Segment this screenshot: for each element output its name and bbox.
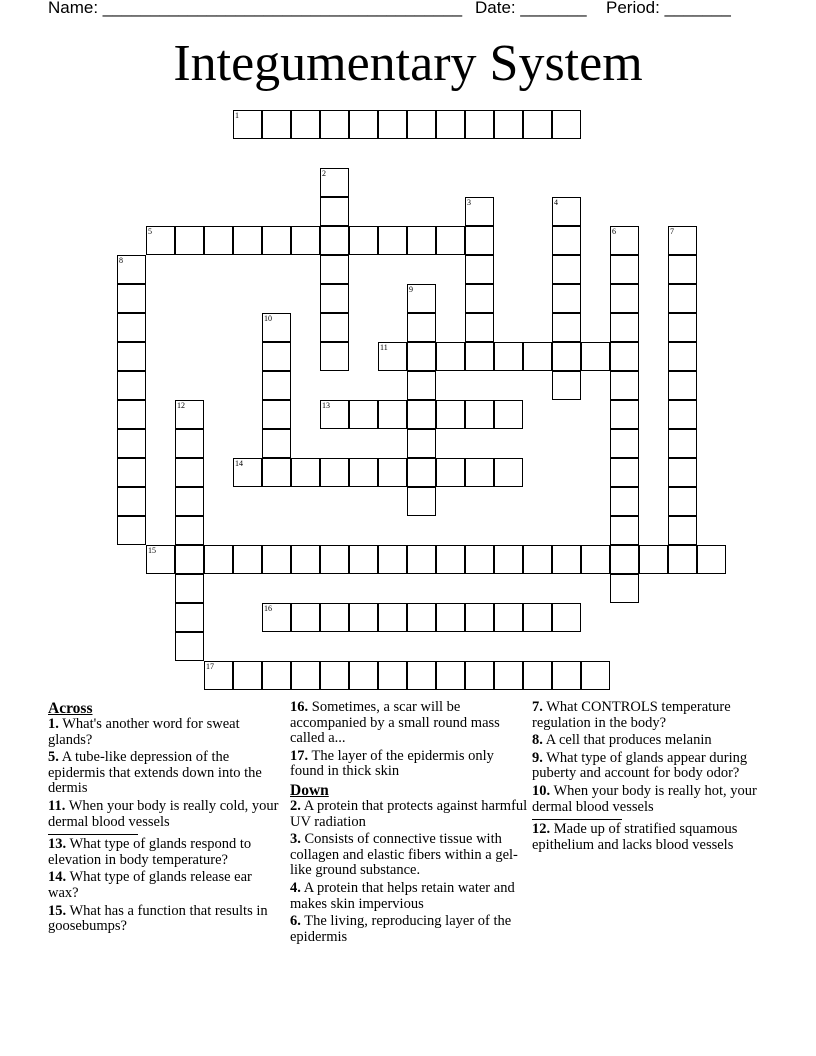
crossword-cell[interactable]: [320, 197, 349, 226]
crossword-cell[interactable]: [668, 545, 697, 574]
crossword-cell[interactable]: [407, 429, 436, 458]
clue-down-2: 2. A protein that protects against harmful UV radiation: [290, 797, 528, 830]
crossword-cell[interactable]: [465, 197, 494, 226]
crossword-cell[interactable]: [552, 110, 581, 139]
crossword-cell[interactable]: [494, 400, 523, 429]
crossword-cell[interactable]: [262, 226, 291, 255]
crossword-cell[interactable]: [610, 458, 639, 487]
crossword-cell[interactable]: [378, 545, 407, 574]
crossword-cell[interactable]: [436, 545, 465, 574]
crossword-cell[interactable]: [349, 458, 378, 487]
crossword-cell[interactable]: [262, 110, 291, 139]
crossword-cell[interactable]: [291, 226, 320, 255]
clue-column-2: [290, 700, 528, 947]
crossword-cell[interactable]: [378, 110, 407, 139]
crossword-cell[interactable]: [117, 371, 146, 400]
clue-down-3: 3. Consists of connective tissue with collagen and elastic fibers within a gel-like ground substance.: [290, 831, 518, 879]
crossword-cell[interactable]: [320, 603, 349, 632]
crossword-cell[interactable]: [494, 110, 523, 139]
crossword-cell[interactable]: [117, 313, 146, 342]
clue-number: 15: [148, 546, 156, 555]
crossword-cell[interactable]: [407, 487, 436, 516]
crossword-cell[interactable]: [465, 110, 494, 139]
crossword-cell[interactable]: [291, 545, 320, 574]
crossword-cell[interactable]: [465, 342, 494, 371]
crossword-cell[interactable]: [494, 545, 523, 574]
crossword-cell[interactable]: [262, 429, 291, 458]
crossword-cell[interactable]: [668, 487, 697, 516]
clue-across-14: 14. What type of glands release ear wax?: [48, 869, 252, 901]
clue-across-15: 15. What has a function that results in goosebumps?: [48, 902, 268, 935]
clue-number: 7: [670, 227, 674, 236]
crossword-cell[interactable]: [233, 110, 262, 139]
crossword-cell[interactable]: [291, 603, 320, 632]
crossword-cell[interactable]: [378, 400, 407, 429]
clue-down-8: 8. A cell that produces melanin: [532, 732, 712, 749]
crossword-cell[interactable]: [610, 255, 639, 284]
crossword-cell[interactable]: [465, 313, 494, 342]
crossword-cell[interactable]: [378, 661, 407, 690]
crossword-cell[interactable]: [204, 545, 233, 574]
crossword-cell[interactable]: [552, 342, 581, 371]
crossword-cell[interactable]: [204, 661, 233, 690]
name-field-label: Name: ______________________________________: [48, 0, 463, 17]
crossword-cell[interactable]: [552, 603, 581, 632]
crossword-cell[interactable]: [146, 226, 175, 255]
crossword-cell[interactable]: [494, 661, 523, 690]
crossword-cell[interactable]: [349, 661, 378, 690]
crossword-cell[interactable]: [320, 168, 349, 197]
crossword-cell[interactable]: [465, 458, 494, 487]
crossword-cell[interactable]: [349, 545, 378, 574]
crossword-cell[interactable]: [552, 371, 581, 400]
crossword-cell[interactable]: [407, 400, 436, 429]
clue-number: 1: [235, 111, 239, 120]
crossword-cell[interactable]: [175, 545, 204, 574]
crossword-cell[interactable]: [668, 342, 697, 371]
clue-number: 6: [612, 227, 616, 236]
crossword-cell[interactable]: [320, 110, 349, 139]
crossword-cell[interactable]: [610, 342, 639, 371]
crossword-cell[interactable]: [262, 371, 291, 400]
crossword-cell[interactable]: [465, 661, 494, 690]
crossword-cell[interactable]: [552, 284, 581, 313]
crossword-cell[interactable]: [146, 545, 175, 574]
crossword-cell[interactable]: [378, 603, 407, 632]
clue-down-12: 12. Made up of stratified squamous epithelium and lacks blood vessels: [532, 821, 738, 853]
crossword-cell[interactable]: [175, 400, 204, 429]
crossword-cell[interactable]: [639, 545, 668, 574]
crossword-cell[interactable]: [552, 661, 581, 690]
clue-number: 13: [322, 401, 330, 410]
clue-down-4: 4. A protein that helps retain water and makes skin impervious: [290, 879, 515, 912]
crossword-cell[interactable]: [233, 545, 262, 574]
crossword-cell[interactable]: [320, 255, 349, 284]
crossword-cell[interactable]: [697, 545, 726, 574]
crossword-cell[interactable]: [407, 342, 436, 371]
crossword-cell[interactable]: [233, 661, 262, 690]
crossword-cell[interactable]: [610, 371, 639, 400]
crossword-cell[interactable]: [349, 603, 378, 632]
crossword-cell[interactable]: [175, 574, 204, 603]
crossword-cell[interactable]: [407, 110, 436, 139]
clue-number: 11: [380, 343, 388, 352]
crossword-cell[interactable]: [349, 400, 378, 429]
crossword-cell[interactable]: [668, 400, 697, 429]
crossword-cell[interactable]: [494, 603, 523, 632]
clue-number: 17: [206, 662, 214, 671]
crossword-cell[interactable]: [610, 226, 639, 255]
crossword-cell[interactable]: [668, 255, 697, 284]
crossword-cell[interactable]: [523, 545, 552, 574]
crossword-cell[interactable]: [117, 400, 146, 429]
crossword-cell[interactable]: [262, 342, 291, 371]
clue-down-9: 9. What type of glands appear during puberty and account for body odor?: [532, 749, 748, 782]
crossword-cell[interactable]: [465, 545, 494, 574]
period-field-label: Period: _______: [606, 0, 731, 17]
crossword-cell[interactable]: [407, 284, 436, 313]
crossword-cell[interactable]: [552, 313, 581, 342]
crossword-cell[interactable]: [436, 110, 465, 139]
crossword-cell[interactable]: [349, 110, 378, 139]
clue-number: 8: [119, 256, 123, 265]
clue-number: 3: [467, 198, 471, 207]
crossword-cell[interactable]: [175, 632, 204, 661]
crossword-cell[interactable]: [668, 226, 697, 255]
crossword-cell[interactable]: [436, 226, 465, 255]
crossword-cell[interactable]: [668, 371, 697, 400]
crossword-cell[interactable]: [436, 458, 465, 487]
crossword-cell[interactable]: [465, 400, 494, 429]
crossword-cell[interactable]: [320, 400, 349, 429]
crossword-cell[interactable]: [668, 458, 697, 487]
crossword-cell[interactable]: [552, 545, 581, 574]
crossword-cell[interactable]: [291, 458, 320, 487]
crossword-cell[interactable]: [117, 429, 146, 458]
crossword-cell[interactable]: [320, 661, 349, 690]
clue-across-1: 1. What's another word for sweat glands?: [48, 716, 240, 748]
crossword-cell[interactable]: [117, 284, 146, 313]
crossword-cell[interactable]: [465, 255, 494, 284]
crossword-cell[interactable]: [117, 487, 146, 516]
across-heading: Across: [48, 700, 93, 717]
crossword-cell[interactable]: [378, 458, 407, 487]
crossword-cell[interactable]: [175, 458, 204, 487]
clue-number: 14: [235, 459, 243, 468]
crossword-cell[interactable]: [262, 400, 291, 429]
crossword-cell[interactable]: [436, 603, 465, 632]
crossword-cell[interactable]: [610, 487, 639, 516]
crossword-cell[interactable]: [378, 342, 407, 371]
clue-down-6: 6. The living, reproducing layer of the epidermis: [290, 913, 512, 945]
clue-column-1: [48, 700, 284, 937]
crossword-cell[interactable]: [320, 545, 349, 574]
crossword-cell[interactable]: [465, 284, 494, 313]
crossword-cell[interactable]: [262, 661, 291, 690]
crossword-cell[interactable]: [610, 545, 639, 574]
crossword-cell[interactable]: [349, 226, 378, 255]
clue-number: 2: [322, 169, 326, 178]
clue-number: 10: [264, 314, 272, 323]
crossword-cell[interactable]: [291, 661, 320, 690]
crossword-cell[interactable]: [523, 110, 552, 139]
crossword-cell[interactable]: [610, 429, 639, 458]
crossword-cell[interactable]: [175, 429, 204, 458]
crossword-cell[interactable]: [175, 603, 204, 632]
crossword-cell[interactable]: [117, 516, 146, 545]
crossword-cell[interactable]: [407, 226, 436, 255]
crossword-cell[interactable]: [233, 226, 262, 255]
crossword-cell[interactable]: [552, 255, 581, 284]
page-title: Integumentary System: [173, 35, 643, 92]
crossword-cell[interactable]: [320, 342, 349, 371]
crossword-cell[interactable]: [668, 313, 697, 342]
crossword-cell[interactable]: [407, 313, 436, 342]
crossword-cell[interactable]: [610, 284, 639, 313]
crossword-cell[interactable]: [523, 342, 552, 371]
down-heading: Down: [290, 781, 329, 799]
date-field-label: Date: _______: [475, 0, 587, 17]
crossword-cell[interactable]: [407, 545, 436, 574]
crossword-cell[interactable]: [610, 400, 639, 429]
crossword-cell[interactable]: [552, 226, 581, 255]
crossword-cell[interactable]: [175, 516, 204, 545]
crossword-cell[interactable]: [465, 603, 494, 632]
crossword-cell[interactable]: [668, 284, 697, 313]
clue-number: 12: [177, 401, 185, 410]
crossword-cell[interactable]: [668, 429, 697, 458]
clue-across-5: 5. A tube-like depression of the epidermis that extends down into the dermis: [48, 749, 262, 797]
clue-across-11: 11. When your body is really cold, your dermal blood vessels: [48, 799, 284, 835]
crossword-cell[interactable]: [523, 603, 552, 632]
crossword-cell[interactable]: [610, 313, 639, 342]
crossword-cell[interactable]: [407, 371, 436, 400]
clue-down-7: 7. What CONTROLS temperature regulation in the body?: [532, 699, 731, 731]
clue-number: 16: [264, 604, 272, 613]
clue-number: 9: [409, 285, 413, 294]
crossword-cell[interactable]: [494, 458, 523, 487]
crossword-cell[interactable]: [262, 313, 291, 342]
clue-number: 4: [554, 198, 558, 207]
crossword-cell[interactable]: [552, 197, 581, 226]
crossword-cell[interactable]: [523, 661, 552, 690]
crossword-cell[interactable]: [320, 284, 349, 313]
crossword-cell[interactable]: [436, 661, 465, 690]
crossword-cell[interactable]: [581, 661, 610, 690]
crossword-cell[interactable]: [610, 516, 639, 545]
crossword-cell[interactable]: [407, 603, 436, 632]
crossword-cell[interactable]: [610, 574, 639, 603]
crossword-cell[interactable]: [204, 226, 233, 255]
clue-across-16: 16. Sometimes, a scar will be accompanied by a small round mass called a...: [290, 699, 500, 747]
crossword-cell[interactable]: [407, 458, 436, 487]
crossword-cell[interactable]: [117, 458, 146, 487]
crossword-cell[interactable]: [668, 516, 697, 545]
clue-across-17: 17. The layer of the epidermis only found in thick skin: [290, 747, 494, 780]
clue-number: 5: [148, 227, 152, 236]
crossword-cell[interactable]: [175, 226, 204, 255]
crossword-cell[interactable]: [262, 603, 291, 632]
crossword-cell[interactable]: [320, 313, 349, 342]
crossword-cell[interactable]: [262, 458, 291, 487]
clue-column-3: [532, 700, 762, 855]
crossword-cell[interactable]: [117, 255, 146, 284]
crossword-cell[interactable]: [320, 458, 349, 487]
crossword-cell[interactable]: [436, 342, 465, 371]
clue-across-13: 13. What type of glands respond to elevation in body temperature?: [48, 836, 252, 868]
crossword-cell[interactable]: [465, 226, 494, 255]
crossword-cell[interactable]: [262, 545, 291, 574]
crossword-cell[interactable]: [407, 661, 436, 690]
crossword-cell[interactable]: [117, 342, 146, 371]
crossword-cell[interactable]: [291, 110, 320, 139]
crossword-cell[interactable]: [436, 400, 465, 429]
crossword-cell[interactable]: [320, 226, 349, 255]
crossword-cell[interactable]: [378, 226, 407, 255]
crossword-cell[interactable]: [175, 487, 204, 516]
crossword-cell[interactable]: [233, 458, 262, 487]
crossword-cell[interactable]: [581, 545, 610, 574]
crossword-cell[interactable]: [581, 342, 610, 371]
clue-down-10: 10. When your body is really hot, your dermal blood vessels: [532, 784, 762, 820]
crossword-cell[interactable]: [494, 342, 523, 371]
